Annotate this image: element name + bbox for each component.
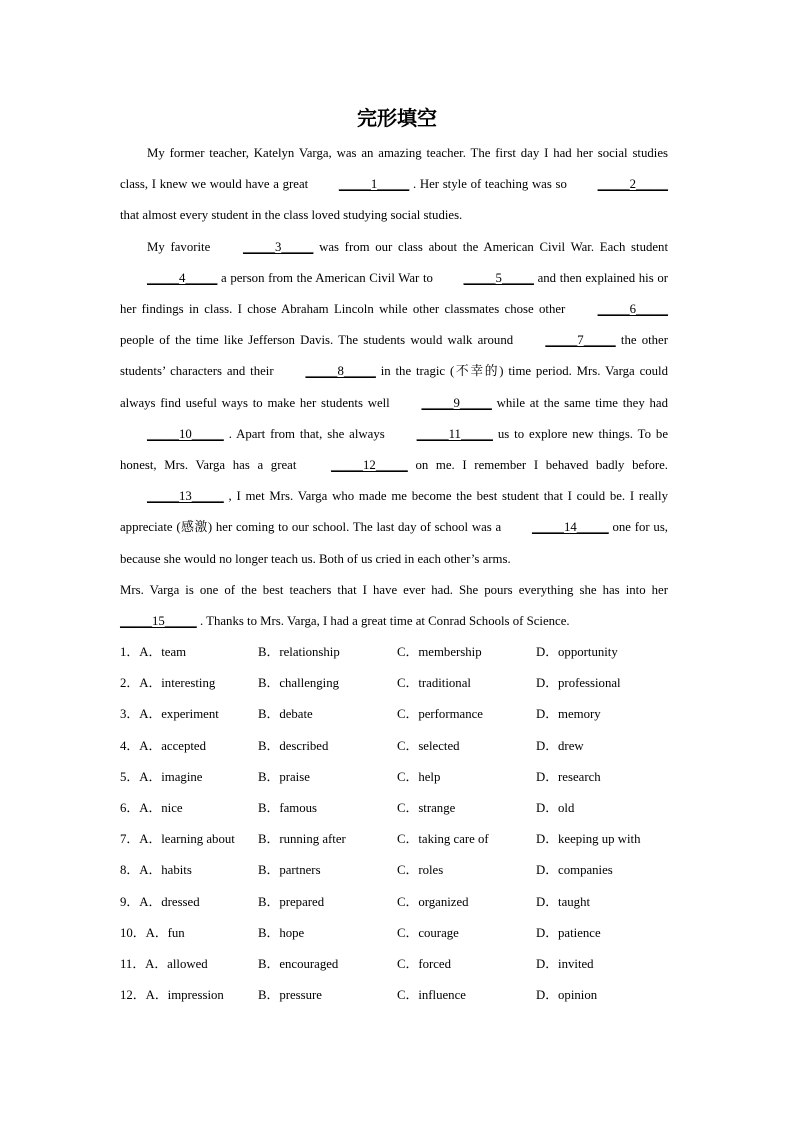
question-row <box>120 637 680 668</box>
question-number: 2． <box>120 676 140 691</box>
option-a <box>120 793 258 824</box>
option-text: C．traditional <box>397 676 471 691</box>
option-text: D．opportunity <box>536 645 618 659</box>
option-text: B．described <box>258 738 329 753</box>
option-text: C．membership <box>397 645 482 659</box>
option-text: A．dressed <box>139 894 200 909</box>
blank-3: _____3_____ <box>242 239 314 254</box>
question-number: 7． <box>120 832 140 847</box>
option-text: D．memory <box>536 707 601 722</box>
option-text: D．companies <box>536 863 613 878</box>
blank-8: _____8_____ <box>305 364 376 379</box>
option-b <box>258 824 397 855</box>
option-b <box>258 699 397 730</box>
question-row <box>120 699 680 730</box>
question-number: 11． <box>120 956 146 971</box>
option-text: D．research <box>536 769 601 784</box>
passage-text: a person from the American Civil War to <box>217 270 437 285</box>
passage-text: us to explore new things. To be honest, Mrs. Varga has a great <box>120 426 668 473</box>
option-a <box>120 887 258 918</box>
paragraph-2 <box>120 232 668 575</box>
option-b <box>258 918 397 949</box>
option-c <box>397 887 536 918</box>
question-number: 5． <box>120 769 140 784</box>
option-b <box>258 949 397 980</box>
option-text: A．imagine <box>139 769 203 784</box>
question-row <box>120 793 680 824</box>
option-text: A．habits <box>139 863 192 878</box>
option-text: B．encouraged <box>258 956 339 971</box>
option-c <box>397 949 536 980</box>
option-text: A．team <box>139 645 187 659</box>
option-text: B．relationship <box>258 645 340 659</box>
question-row <box>120 762 680 793</box>
answer-options <box>120 637 680 1011</box>
option-a <box>120 949 258 980</box>
cloze-passage <box>120 138 668 637</box>
blank-9: _____9_____ <box>421 395 492 410</box>
option-text: B．prepared <box>258 894 325 909</box>
question-number: 8． <box>120 863 140 878</box>
blank-15: _____15_____ <box>120 614 197 629</box>
option-a <box>120 699 258 730</box>
question-row <box>120 949 680 980</box>
option-text: C．roles <box>397 863 444 878</box>
option-text: B．hope <box>258 925 305 940</box>
question-row <box>120 918 680 949</box>
passage-text: My former teacher, Katelyn Varga, was an amazing teacher. The first day I had her social studies class, I knew we would have a great <box>120 146 668 192</box>
blank-14: _____14_____ <box>531 520 609 535</box>
option-text: A．allowed <box>145 956 208 971</box>
blank-10: _____10_____ <box>147 426 224 441</box>
question-number: 6． <box>120 800 140 815</box>
option-a <box>120 918 258 949</box>
question-number: 4． <box>120 738 140 753</box>
option-c <box>397 980 536 1011</box>
option-d <box>536 699 676 730</box>
option-text: B．famous <box>258 800 318 815</box>
option-b <box>258 668 397 699</box>
blank-7: _____7_____ <box>545 333 616 348</box>
option-d <box>536 855 676 886</box>
blank-1: _____1_____ <box>338 177 410 192</box>
question-number: 9． <box>120 894 140 909</box>
option-text: D．old <box>536 800 575 815</box>
passage-text: while at the same time they had <box>491 395 668 410</box>
option-text: A．experiment <box>139 707 219 722</box>
paragraph-1 <box>120 138 668 232</box>
option-d <box>536 824 676 855</box>
option-text: C．forced <box>397 956 452 971</box>
option-d <box>536 637 676 668</box>
option-text: A．fun <box>145 925 185 940</box>
passage-text: that almost every student in the class loved studying social studies. <box>120 208 463 223</box>
option-a <box>120 980 258 1011</box>
option-c <box>397 731 536 762</box>
option-text: B．debate <box>258 707 313 722</box>
option-text: D．patience <box>536 925 601 940</box>
option-d <box>536 731 676 762</box>
passage-text: and then explained his or her findings in class. I chose Abraham Lincoln while other classmates chose other <box>120 270 668 317</box>
option-text: C．performance <box>397 707 483 722</box>
option-text: B．running after <box>258 832 346 847</box>
option-a <box>120 637 258 668</box>
option-text: C．strange <box>397 800 456 815</box>
option-d <box>536 793 676 824</box>
passage-text: on me. I remember I behaved badly before. <box>407 458 668 473</box>
blank-4: _____4_____ <box>147 270 218 285</box>
option-text: A．impression <box>145 988 224 1003</box>
option-text: B．challenging <box>258 676 340 691</box>
option-text: D．opinion <box>536 988 598 1003</box>
option-text: C．influence <box>397 988 466 1003</box>
option-text: D．invited <box>536 956 594 971</box>
option-text: B．pressure <box>258 988 322 1003</box>
blank-2: _____2_____ <box>597 177 668 192</box>
option-text: A．nice <box>139 800 183 815</box>
option-text: C．organized <box>397 894 469 909</box>
option-d <box>536 918 676 949</box>
option-text: C．selected <box>397 738 460 753</box>
question-number: 12． <box>120 988 146 1003</box>
option-a <box>120 824 258 855</box>
option-c <box>397 762 536 793</box>
passage-text: . Her style of teaching was so <box>409 177 571 192</box>
option-text: D．professional <box>536 676 621 691</box>
passage-text: in the tragic (不幸的) time period. Mrs. Varga could always find useful ways to make her students well <box>120 364 668 410</box>
option-text: A．learning about <box>139 832 235 847</box>
passage-text: My favorite <box>147 239 216 254</box>
option-b <box>258 887 397 918</box>
option-a <box>120 855 258 886</box>
question-number: 3． <box>120 707 140 722</box>
option-text: C．taking care of <box>397 832 489 847</box>
question-row <box>120 887 680 918</box>
option-b <box>258 731 397 762</box>
question-number: 1． <box>120 645 140 659</box>
passage-text: the other students’ characters and their <box>120 333 669 379</box>
page-title: 完形填空 <box>357 106 437 130</box>
blank-6: _____6_____ <box>597 302 668 317</box>
question-row <box>120 824 680 855</box>
option-b <box>258 980 397 1011</box>
option-text: D．drew <box>536 738 584 753</box>
option-a <box>120 762 258 793</box>
passage-text: Mrs. Varga is one of the best teachers that I have ever had. She pours everything she has into her <box>120 582 668 597</box>
blank-11: _____11_____ <box>416 426 493 441</box>
option-c <box>397 918 536 949</box>
passage-text: , I met Mrs. Varga who made me become the best student that I could be. I really appreciate (感激) her coming to our school. The last day of school was a <box>120 489 668 535</box>
blank-12: _____12_____ <box>331 458 408 473</box>
option-c <box>397 855 536 886</box>
passage-text: . Thanks to Mrs. Varga, I had a great time at Conrad Schools of Science. <box>196 614 570 629</box>
passage-text: people of the time like Jefferson Davis. The students would walk around <box>120 333 519 348</box>
option-b <box>258 762 397 793</box>
option-text: A．interesting <box>139 676 216 691</box>
option-d <box>536 980 676 1011</box>
option-d <box>536 762 676 793</box>
option-b <box>258 793 397 824</box>
question-row <box>120 855 680 886</box>
blank-5: _____5_____ <box>463 270 534 285</box>
option-text: C．courage <box>397 925 459 940</box>
option-c <box>397 699 536 730</box>
passage-text: . Apart from that, she always <box>223 426 390 441</box>
option-text: A．accepted <box>139 738 206 753</box>
option-b <box>258 637 397 668</box>
option-text: B．partners <box>258 863 321 878</box>
question-number: 10． <box>120 925 146 940</box>
paragraph-3 <box>120 575 668 637</box>
option-text: C．help <box>397 769 441 784</box>
option-c <box>397 637 536 668</box>
option-d <box>536 949 676 980</box>
passage-text: was from our class about the American Civil War. Each student <box>313 239 669 254</box>
option-text: B．praise <box>258 769 310 784</box>
question-row <box>120 980 680 1011</box>
option-c <box>397 793 536 824</box>
passage-text: one for us, because she would no longer teach us. Both of us cried in each other’s arms. <box>120 520 668 566</box>
option-b <box>258 855 397 886</box>
option-a <box>120 668 258 699</box>
option-c <box>397 668 536 699</box>
option-text: D．taught <box>536 894 591 909</box>
option-a <box>120 731 258 762</box>
question-row <box>120 731 680 762</box>
option-d <box>536 668 676 699</box>
option-d <box>536 887 676 918</box>
option-c <box>397 824 536 855</box>
blank-13: _____13_____ <box>147 489 224 504</box>
option-text: D．keeping up with <box>536 832 641 847</box>
question-row <box>120 668 680 699</box>
